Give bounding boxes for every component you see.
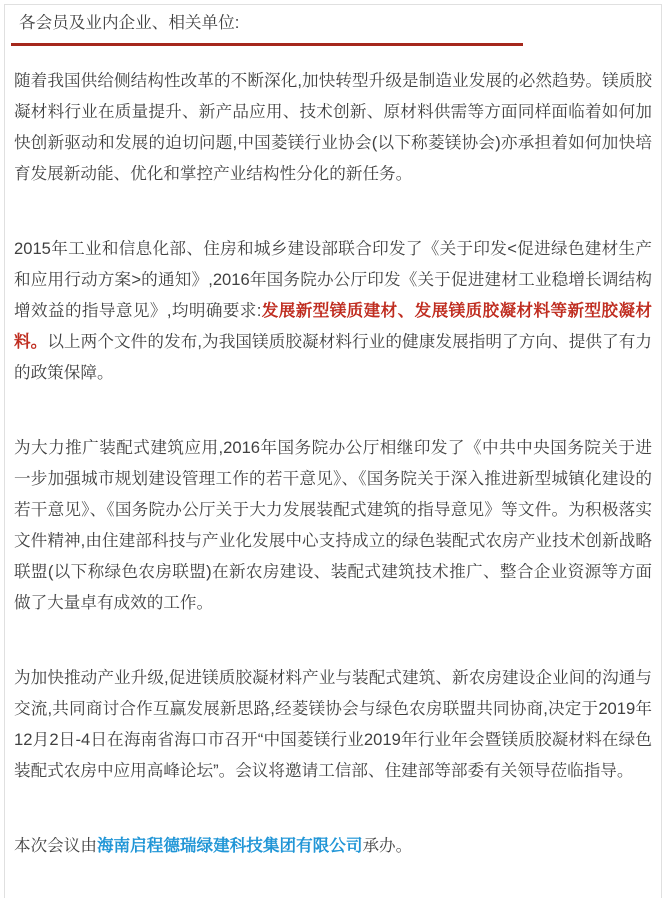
policy-highlight-red-text: 发展新型镁质建材、发展镁质胶凝材料等新型胶凝材料。 [14,301,652,351]
salutation: 各会员及业内企业、相关单位: [19,13,240,32]
notice-body [14,65,652,861]
paragraph-policy-documents [14,233,652,388]
policy-text-after: 以上两个文件的发布,为我国镁质胶凝材料行业的健康发展指明了方向、提供了有力的政策保障。 [14,332,653,382]
red-divider [11,43,523,46]
paragraph-organizer [14,830,652,861]
organizer-text-before: 本次会议由 [14,836,97,855]
notice-document [4,4,662,898]
paragraph-prefab-construction: 为大力推广装配式建筑应用,2016年国务院办公厅相继印发了《中共中央国务院关于进一步加强城市规划建设管理工作的若干意见》、《国务院关于深入推进新型城镇化建设的若干意见》、《国务院办公厅关于大力发展装配式建筑的指导意见》等文件。为积极落实文件精神,由住建部科技与产业化发展中心支持成立的绿色装配式农房产业技术创新战略联盟(以下称绿色农房联盟)在新农房建设、装配式建筑技术推广、整合企业资源等方面做了大量卓有成效的工作。 [14,438,652,612]
paragraph-conference-announcement: 为加快推动产业升级,促进镁质胶凝材料产业与装配式建筑、新农房建设企业间的沟通与交流,共同商讨合作互赢发展新思路,经菱镁协会与绿色农房联盟共同协商,决定于2019年12月2日-4日在海南省海口市召开“中国菱镁行业2019年行业年会暨镁质胶凝材料在绿色装配式农房中应用高峰论坛”。会议将邀请工信部、住建部等部委有关领导莅临指导。 [14,668,652,780]
policy-text-before: 2015年工业和信息化部、住房和城乡建设部联合印发了《关于印发<促进绿色建材生产和应用行动方案>的通知》,2016年国务院办公厅印发《关于促进建材工业稳增长调结构增效益的指导意见》,均明确要求: [14,239,652,320]
paragraph-industry-background: 随着我国供给侧结构性改革的不断深化,加快转型升级是制造业发展的必然趋势。镁质胶凝材料行业在质量提升、新产品应用、技术创新、原材料供需等方面同样面临着如何加快创新驱动和发展的迫切问题,中国菱镁行业协会(以下称菱镁协会)亦承担着如何加快培育发展新动能、优化和掌控产业结构性分化的新任务。 [14,71,652,183]
organizer-text-after: 承办。 [362,836,413,855]
organizer-company-name: 海南启程德瑞绿建科技集团有限公司 [96,836,363,855]
